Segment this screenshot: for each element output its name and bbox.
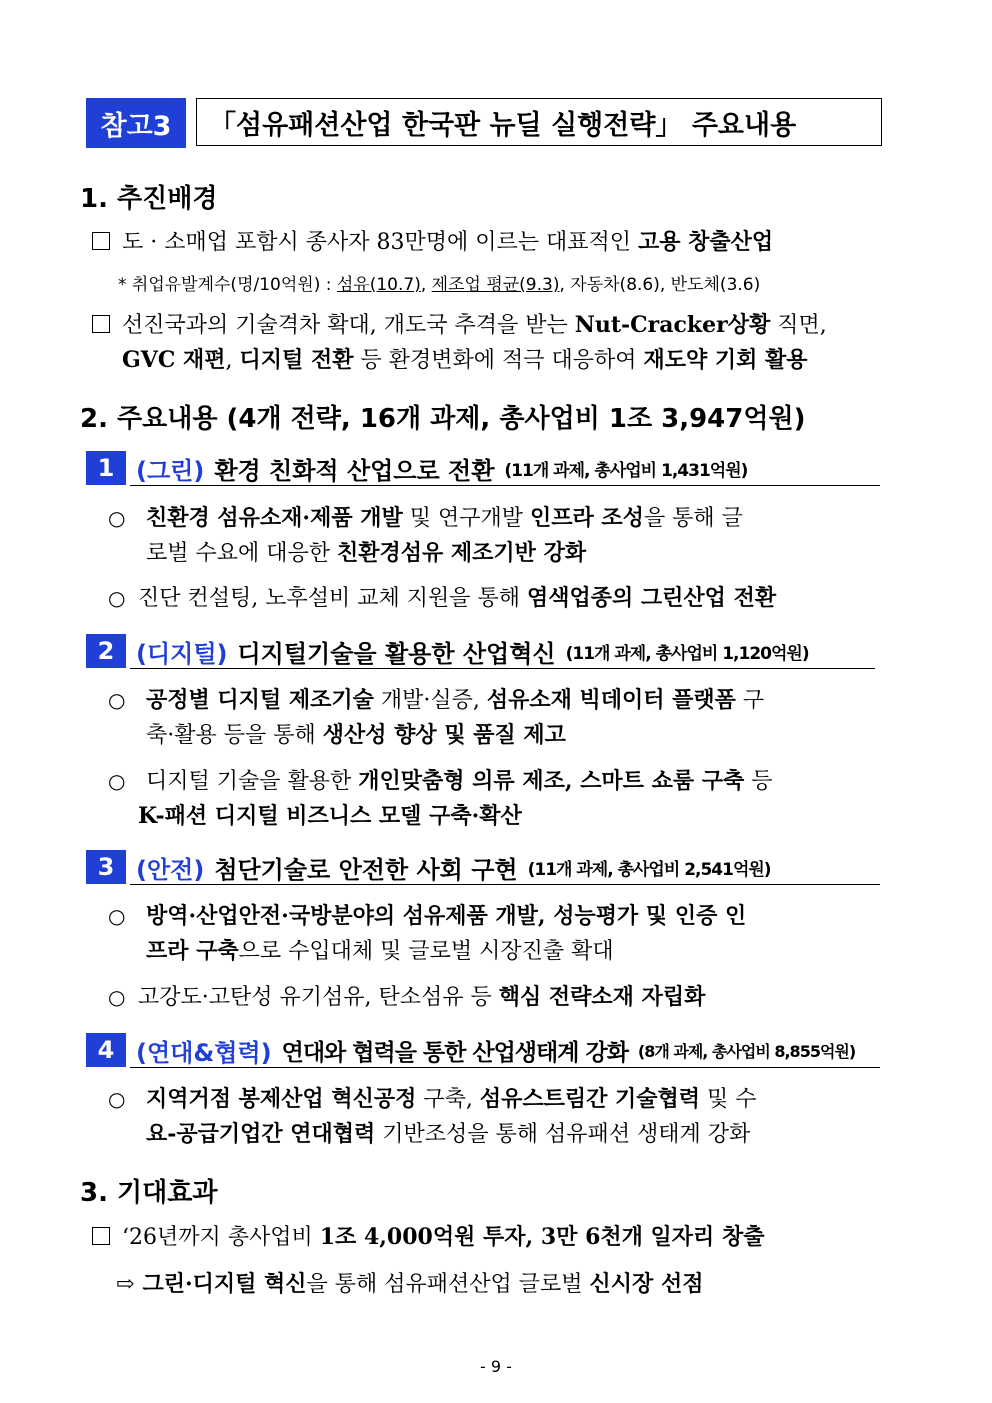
checkbox-square-icon (92, 1227, 110, 1245)
list-item: ○ 방역·산업안전·국방분야의 섬유제품 개발, 성능평가 및 인증 인 프라 구축으로 수입대체 및 글로벌 시장진출 확대 (108, 903, 747, 964)
list-item: ○ 지역거점 봉제산업 혁신공정 구축, 섬유스트림간 기술협력 및 수 요-공급기업간 연대협력 기반조성을 통해 섬유패션 생태계 강화 (108, 1086, 757, 1147)
checkbox-square-icon (92, 315, 110, 333)
strategy-number-1: 1 (86, 451, 126, 485)
strategy-header-solidarity: (연대&협력) 연대와 협력을 통한 산업생태계 강화 (8개 과제, 총사업비 8,855억원) (130, 1033, 880, 1068)
background-item-nutcracker: 선진국과의 기술격차 확대, 개도국 추격을 받는 Nut-Cracker상황 직면, GVC 재편, 디지털 전환 등 환경변화에 적극 대응하여 재도약 기회 활용 (92, 308, 922, 378)
page-number: - 9 - (480, 1357, 512, 1376)
strategy-header-green: (그린) 환경 친화적 산업으로 전환 (11개 과제, 총사업비 1,431억원) (130, 451, 880, 486)
expected-effect-item: ‘26년까지 총사업비 1조 4,000억원 투자, 3만 6천개 일자리 창출 (92, 1220, 912, 1255)
strategy-number-2: 2 (86, 634, 126, 668)
employment-coefficient-note: * 취업유발계수(명/10억원) : 섬유(10.7), 제조업 평균(9.3), 자동차(8.6), 반도체(3.6) (118, 275, 761, 295)
strategy-header-digital: (디지털) 디지털기술을 활용한 산업혁신 (11개 과제, 총사업비 1,120억원) (130, 634, 875, 669)
page-title: 「섬유패션산업 한국판 뉴딜 실행전략」 주요내용 (196, 98, 882, 146)
list-item: ○ 고강도·고탄성 유기섬유, 탄소섬유 등 핵심 전략소재 자립화 (108, 984, 706, 1010)
right-arrow-icon: ⇨ (116, 1272, 135, 1297)
list-item: ○ 공정별 디지털 제조기술 개발·실증, 섬유소재 빅데이터 플랫폼 구 축·활용 등을 통해 생산성 향상 및 품질 제고 (108, 687, 765, 748)
list-item: ○ 디지털 기술을 활용한 개인맞춤형 의류 제조, 스마트 쇼룸 구축 등 K-패션 디지털 비즈니스 모델 구축·확산 (108, 768, 773, 829)
strategy-number-4: 4 (86, 1033, 126, 1067)
list-item: ○ 진단 컨설팅, 노후설비 교체 지원을 통해 염색업종의 그린산업 전환 (108, 585, 777, 611)
list-item: ○ 친환경 섬유소재·제품 개발 및 연구개발 인프라 조성을 통해 글 로벌 수요에 대응한 친환경섬유 제조기반 강화 (108, 505, 743, 566)
strategy-number-3: 3 (86, 850, 126, 884)
reference-badge: 참고3 (86, 98, 186, 148)
background-item-employment: 도 · 소매업 포함시 종사자 83만명에 이르는 대표적인 고용 창출산업 (92, 225, 912, 260)
section-heading-background: 1. 추진배경 (80, 184, 218, 214)
expected-result: ⇨ 그린·디지털 혁신을 통해 섬유패션산업 글로벌 신시장 선점 (116, 1271, 704, 1297)
section-heading-expected-effects: 3. 기대효과 (80, 1178, 218, 1208)
strategy-header-safety: (안전) 첨단기술로 안전한 사회 구현 (11개 과제, 총사업비 2,541억원) (130, 850, 880, 885)
checkbox-square-icon (92, 232, 110, 250)
section-heading-main-contents: 2. 주요내용 (4개 전략, 16개 과제, 총사업비 1조 3,947억원) (80, 404, 806, 434)
